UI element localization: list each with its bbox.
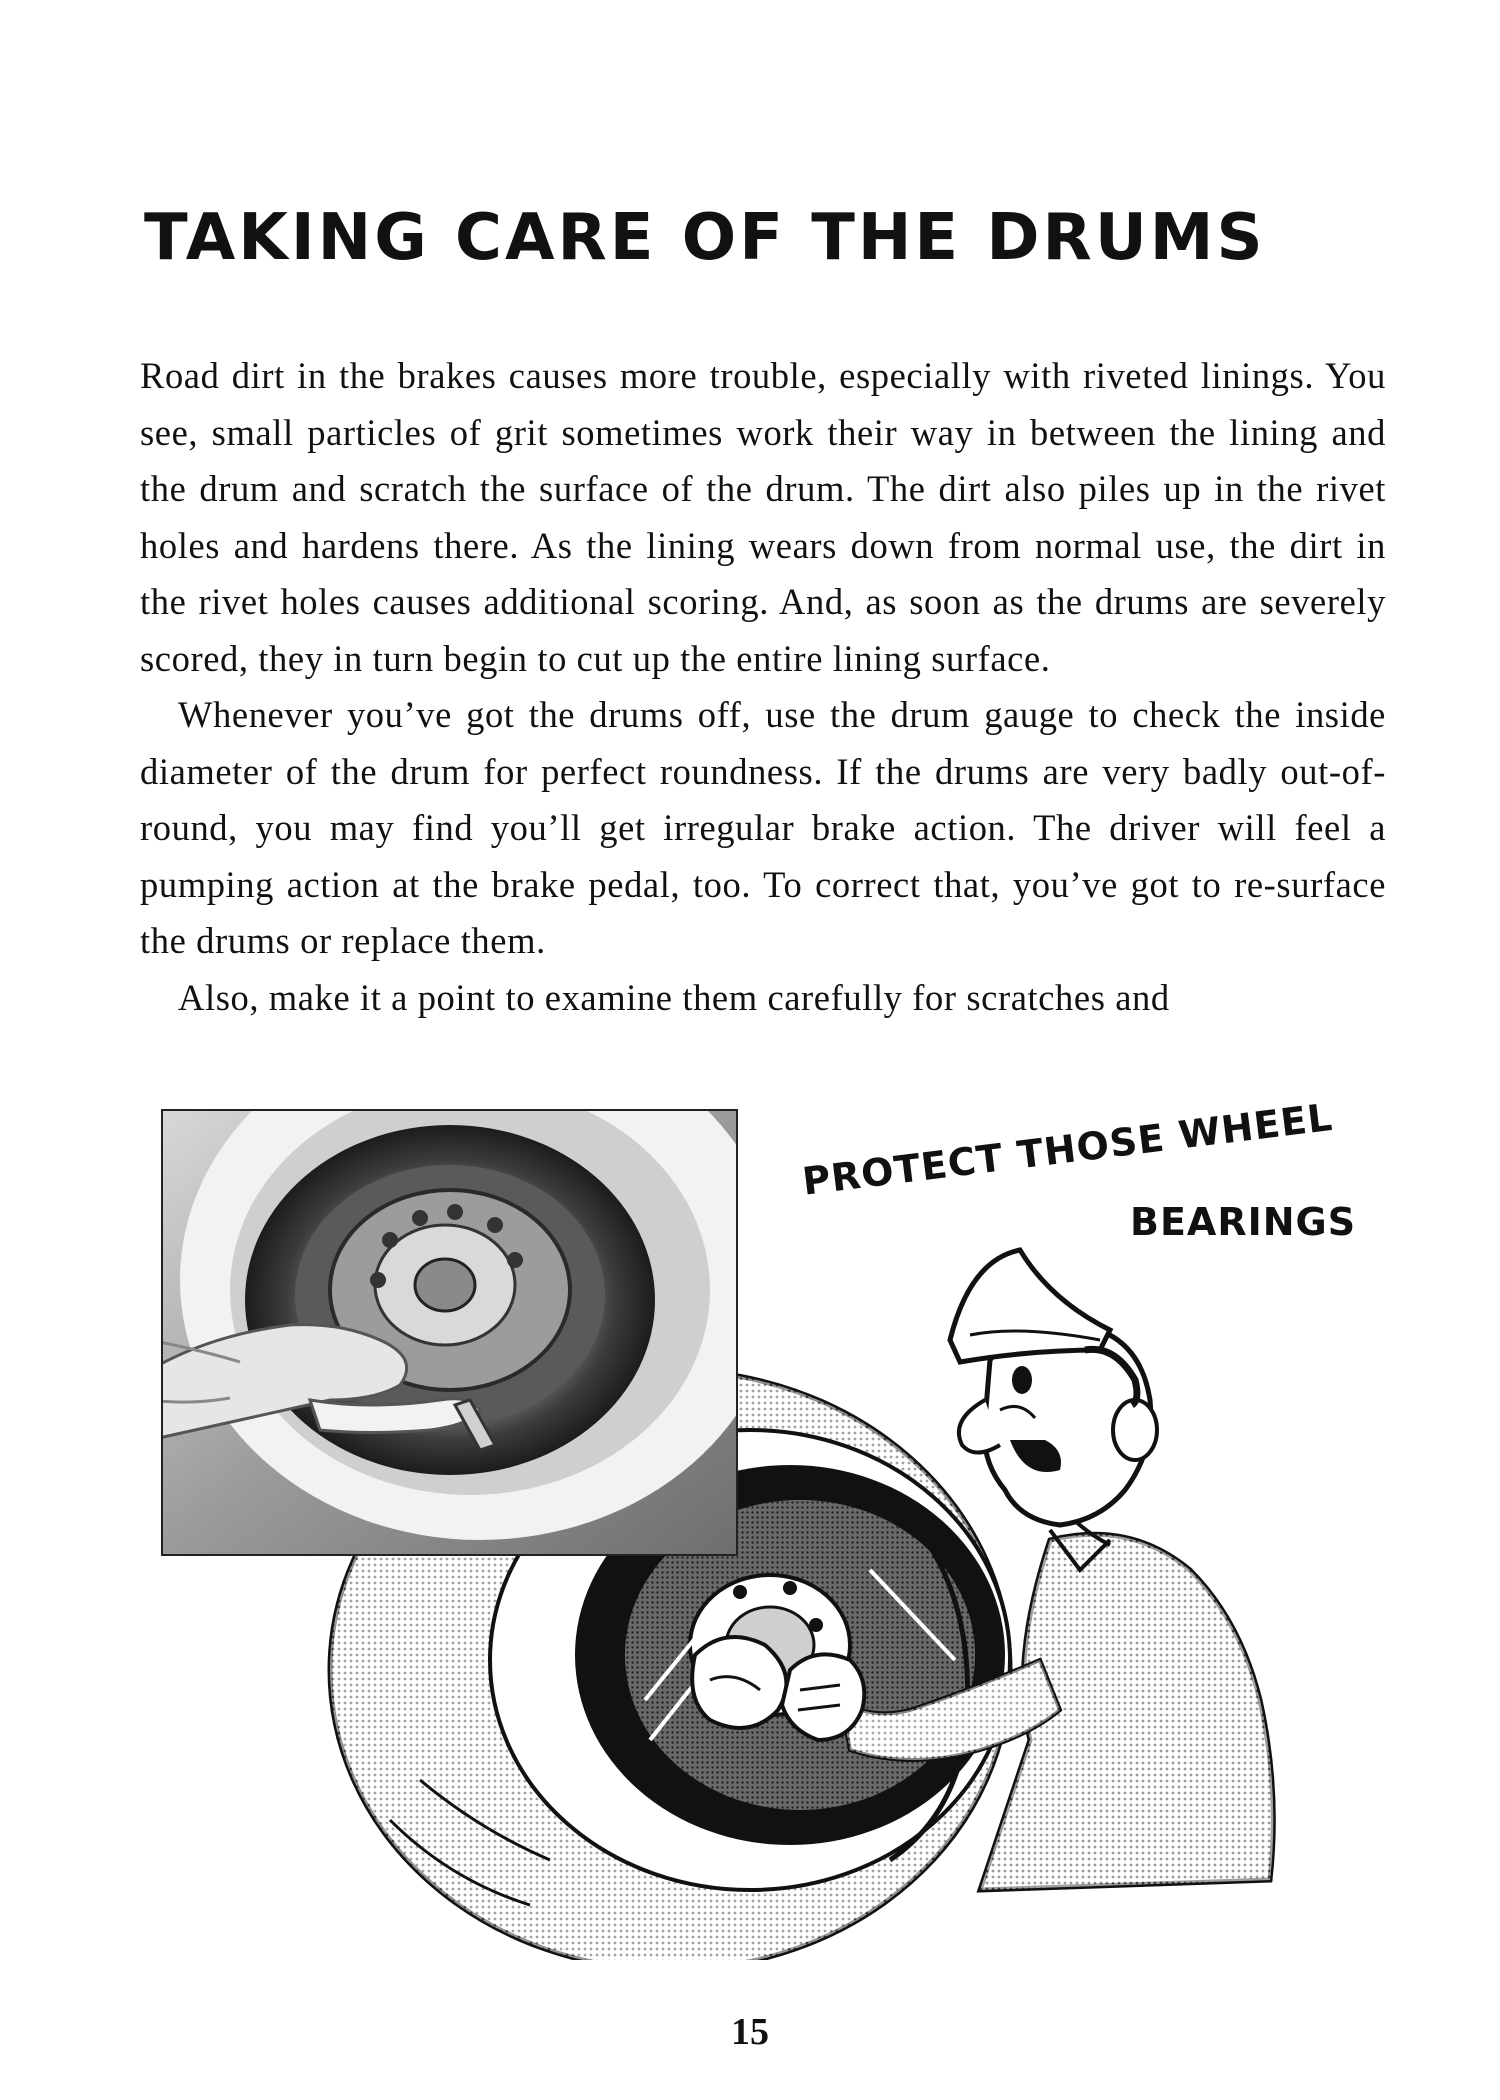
body-text	[140, 348, 1386, 1026]
cartoon-caption-line-1: PROTECT THOSE WHEEL	[800, 1094, 1336, 1204]
cleaning-rag	[692, 1637, 786, 1728]
cartoon-caption-line-2: BEARINGS	[1130, 1200, 1357, 1244]
page-number: 15	[731, 2011, 769, 2053]
paragraph-drum-gauge: Whenever you’ve got the drums off, use the drum gauge to check the inside diameter of the drum for perfect roundness. If the drums are very badly out-of-round, you may find you’ll get irregular brake action. The driver will feel a pumping action at the brake pedal, too. To correct that, you’ve got to re-surface the drums or replace them.	[140, 694, 1386, 961]
paragraph-examine: Also, make it a point to examine them carefully for scratches and	[178, 976, 1170, 1018]
page-title: TAKING CARE OF THE DRUMS	[144, 201, 1266, 275]
brake-drum-photo	[150, 1100, 780, 1555]
paragraph-road-dirt: Road dirt in the brakes causes more trouble, especially with riveted linings. You see, small particles of grit sometimes work their way in between the lining and the drum and scratch the surface of the drum. The dirt also piles up in the rivet holes and hardens there. As the lining wears down from normal use, the dirt in the rivet holes causes additional scoring. And, as soon as the drums are severely scored, they in turn begin to cut up the entire lining surface.	[140, 355, 1386, 679]
